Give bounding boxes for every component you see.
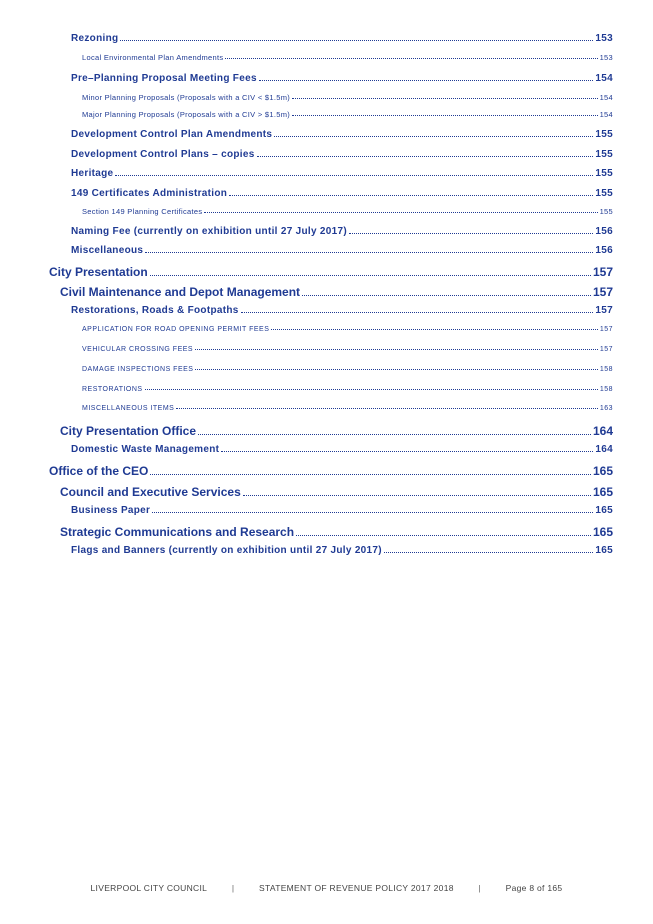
toc-entry-label: Heritage — [71, 168, 114, 179]
toc-entry[interactable] — [71, 149, 613, 160]
toc-leader-dots — [241, 312, 594, 313]
footer-organisation: LIVERPOOL CITY COUNCIL — [90, 883, 208, 893]
toc-entry[interactable] — [82, 93, 613, 102]
toc-entry-page-number: 158 — [599, 386, 613, 393]
toc-entry[interactable] — [71, 33, 613, 44]
toc-leader-dots — [349, 233, 593, 234]
footer-document-title: STATEMENT OF REVENUE POLICY 2017 2018 — [259, 883, 454, 893]
toc-leader-dots — [302, 295, 591, 296]
toc-entry-page-number: 154 — [599, 110, 613, 119]
toc-entry[interactable] — [60, 424, 613, 438]
toc-leader-dots — [292, 115, 598, 116]
toc-entry-page-number: 154 — [599, 93, 613, 102]
toc-entry-page-number: 155 — [595, 168, 613, 179]
toc-leader-dots — [225, 58, 597, 59]
toc-entry[interactable] — [49, 464, 613, 478]
footer-separator: | — [231, 883, 235, 893]
toc-entry-label: City Presentation Office — [60, 424, 197, 438]
toc-entry-label: Minor Planning Proposals (Proposals with a CIV < $1.5m) — [82, 93, 291, 102]
toc-entry-label: Local Environmental Plan Amendments — [82, 53, 224, 62]
toc-leader-dots — [243, 495, 591, 496]
toc-entry[interactable] — [71, 188, 613, 199]
toc-leader-dots — [204, 212, 597, 213]
toc-entry-page-number: 155 — [595, 149, 613, 160]
toc-entry-label: Business Paper — [71, 505, 151, 516]
toc-entry-page-number: 157 — [599, 326, 613, 333]
toc-entry-page-number: 165 — [592, 464, 613, 478]
toc-entry-page-number: 165 — [595, 505, 613, 516]
footer-page-number: Page 8 of 165 — [505, 883, 563, 893]
toc-entry[interactable] — [71, 168, 613, 179]
toc-entry-page-number: 153 — [595, 33, 613, 44]
toc-entry-label: VEHICULAR CROSSING FEES — [82, 346, 194, 353]
toc-entry-label: DAMAGE INSPECTIONS FEES — [82, 366, 194, 373]
toc-entry[interactable] — [82, 110, 613, 119]
toc-entry[interactable] — [71, 444, 613, 455]
toc-entry[interactable] — [71, 129, 613, 140]
toc-entry-label: Pre–Planning Proposal Meeting Fees — [71, 73, 257, 84]
toc-entry-page-number: 155 — [599, 207, 613, 216]
toc-leader-dots — [145, 389, 598, 390]
toc-entry[interactable] — [71, 226, 613, 237]
toc-entry-label: Civil Maintenance and Depot Management — [60, 285, 301, 299]
toc-leader-dots — [150, 275, 591, 276]
toc-entry-label: MISCELLANEOUS ITEMS — [82, 405, 175, 412]
toc-entry-label: Strategic Communications and Research — [60, 525, 295, 539]
toc-entry-page-number: 154 — [595, 73, 613, 84]
toc-entry[interactable] — [82, 207, 613, 216]
toc-leader-dots — [152, 512, 593, 513]
toc-leader-dots — [271, 329, 597, 330]
toc-entry[interactable] — [71, 545, 613, 556]
toc-entry-label: Section 149 Planning Certificates — [82, 207, 203, 216]
toc-entry[interactable] — [71, 245, 613, 256]
toc-entry[interactable] — [82, 326, 613, 333]
toc-leader-dots — [145, 252, 593, 253]
toc-entry[interactable] — [82, 346, 613, 353]
toc-entry[interactable] — [82, 366, 613, 373]
toc-entry-page-number: 157 — [595, 305, 613, 316]
toc-entry-label: Council and Executive Services — [60, 485, 241, 499]
toc-entry-label: Office of the CEO — [49, 464, 149, 478]
toc-entry[interactable] — [60, 525, 613, 539]
toc-leader-dots — [198, 434, 591, 435]
toc-entry-label: RESTORATIONS — [82, 386, 143, 393]
toc-entry-label: Miscellaneous — [71, 245, 144, 256]
toc-entry-page-number: 158 — [599, 366, 613, 373]
toc-entry[interactable] — [82, 386, 613, 393]
toc-leader-dots — [221, 451, 593, 452]
toc-leader-dots — [292, 98, 598, 99]
toc-entry[interactable] — [49, 265, 613, 279]
toc-leader-dots — [195, 369, 597, 370]
toc-entry-page-number: 155 — [595, 129, 613, 140]
toc-leader-dots — [257, 156, 594, 157]
toc-entry-label: Restorations, Roads & Footpaths — [71, 305, 239, 316]
toc-entry-label: APPLICATION FOR ROAD OPENING PERMIT FEES — [82, 326, 270, 333]
toc-entry-page-number: 165 — [592, 525, 613, 539]
toc-entry-page-number: 156 — [595, 226, 613, 237]
toc-entry[interactable] — [71, 505, 613, 516]
toc-entry-page-number: 155 — [595, 188, 613, 199]
toc-entry-label: Naming Fee (currently on exhibition until 27 July 2017) — [71, 226, 348, 237]
toc-entry-page-number: 157 — [592, 265, 613, 279]
toc-entry-page-number: 153 — [599, 53, 613, 62]
footer-separator: | — [478, 883, 481, 893]
toc-entry-page-number: 165 — [595, 545, 613, 556]
toc-entry-page-number: 156 — [595, 245, 613, 256]
toc-leader-dots — [274, 136, 593, 137]
toc-entry-label: 149 Certificates Administration — [71, 188, 228, 199]
toc-leader-dots — [176, 408, 597, 409]
toc-entry-page-number: 163 — [599, 405, 613, 412]
toc-entry-label: Development Control Plans – copies — [71, 149, 255, 160]
toc-leader-dots — [296, 535, 591, 536]
toc-entry[interactable] — [82, 405, 613, 412]
toc-entry[interactable] — [60, 485, 613, 499]
toc-entry-label: City Presentation — [49, 265, 148, 279]
toc-entry-page-number: 157 — [592, 285, 613, 299]
toc-leader-dots — [120, 40, 593, 41]
toc-entry[interactable] — [82, 53, 613, 62]
toc-leader-dots — [150, 474, 591, 475]
toc-entry[interactable] — [71, 73, 613, 84]
toc-entry-page-number: 164 — [595, 444, 613, 455]
toc-entry-label: Domestic Waste Management — [71, 444, 220, 455]
toc-entry-label: Rezoning — [71, 33, 119, 44]
toc-leader-dots — [195, 349, 598, 350]
toc-leader-dots — [384, 552, 594, 553]
page-footer — [0, 883, 653, 893]
toc-entry-label: Major Planning Proposals (Proposals with a CIV > $1.5m) — [82, 110, 291, 119]
toc-entry-page-number: 164 — [592, 424, 613, 438]
toc-entry-page-number: 165 — [592, 485, 613, 499]
toc-entry[interactable] — [71, 305, 613, 316]
toc-entry-label: Flags and Banners (currently on exhibition until 27 July 2017) — [71, 545, 382, 556]
toc-leader-dots — [229, 195, 593, 196]
toc-entry-label: Development Control Plan Amendments — [71, 129, 273, 140]
toc-leader-dots — [115, 175, 593, 176]
toc-entry[interactable] — [60, 285, 613, 299]
toc-leader-dots — [259, 80, 594, 81]
toc-entry-page-number: 157 — [599, 346, 613, 353]
